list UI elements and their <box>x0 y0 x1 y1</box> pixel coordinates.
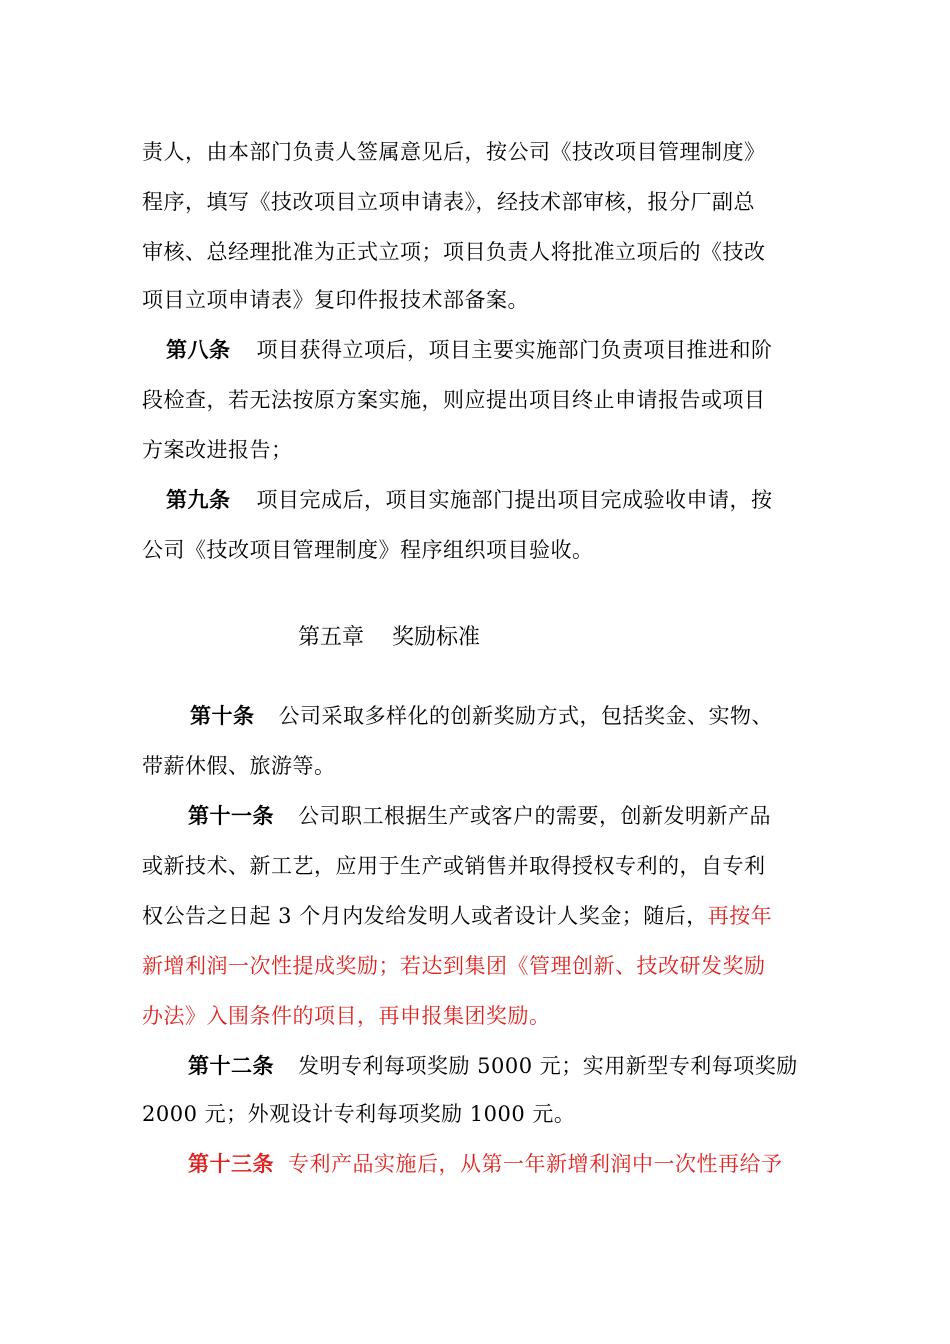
text-line: 审核、总经理批准为正式立项；项目负责人将批准立项后的《技改 <box>142 240 766 264</box>
article-12-label: 第十二条 <box>188 1054 274 1078</box>
article-10-label: 第十条 <box>190 704 255 728</box>
text-line: 程序，填写《技改项目立项申请表》，经技术部审核，报分厂副总 <box>142 190 755 214</box>
text-line: 方案改进报告； <box>142 438 293 462</box>
text-segment: 项目获得立项后，项目主要实施部门负责项目推进和阶 <box>256 338 773 362</box>
article-11-label: 第十一条 <box>188 804 274 828</box>
chapter-heading <box>298 625 480 651</box>
text-segment: 发明专利每项奖励 5000 元；实用新型专利每项奖励 <box>298 1054 798 1078</box>
text-line: 带薪休假、旅游等。 <box>142 754 336 778</box>
text-line: 或新技术、新工艺，应用于生产或销售并取得授权专利的，自专利 <box>142 854 766 878</box>
article-8-first-line <box>166 338 773 362</box>
text-segment: 权公告之日起 3 个月内发给发明人或者设计人奖金；随后， <box>142 904 708 928</box>
text-line: 2000 元；外观设计专利每项奖励 1000 元。 <box>142 1102 576 1126</box>
highlighted-text: 再按年 <box>707 904 773 928</box>
text-line: 项目立项申请表》复印件报技术部备案。 <box>142 288 529 312</box>
text-segment: 公司采取多样化的创新奖励方式，包括奖金、实物、 <box>278 704 773 728</box>
text-segment: 项目完成后，项目实施部门提出项目完成验收申请，按 <box>256 488 773 512</box>
article-9-label: 第九条 <box>166 488 231 512</box>
text-line: 责人，由本部门负责人签属意见后，按公司《技改项目管理制度》 <box>142 140 766 164</box>
text-line <box>142 904 772 928</box>
text-segment: 公司职工根据生产或客户的需要，创新发明新产品 <box>298 804 771 828</box>
article-11-first-line <box>188 804 771 828</box>
article-9-first-line <box>166 488 773 512</box>
article-10-first-line <box>190 704 773 728</box>
article-8-label: 第八条 <box>166 338 231 362</box>
chapter-title: 奖励标准 <box>392 625 481 650</box>
article-13-first-line <box>188 1152 783 1176</box>
highlighted-text: 专利产品实施后，从第一年新增利润中一次性再给予 <box>288 1152 783 1176</box>
text-line: 公司《技改项目管理制度》程序组织项目验收。 <box>142 538 594 562</box>
article-13-label: 第十三条 <box>188 1152 274 1176</box>
highlighted-text-line: 新增利润一次性提成奖励；若达到集团《管理创新、技改研发奖励 <box>142 954 766 978</box>
chapter-number: 第五章 <box>298 625 365 650</box>
article-12-first-line <box>188 1054 798 1078</box>
highlighted-text-line: 办法》入围条件的项目，再申报集团奖励。 <box>142 1004 551 1028</box>
text-line: 段检查，若无法按原方案实施，则应提出项目终止申请报告或项目 <box>142 388 766 412</box>
